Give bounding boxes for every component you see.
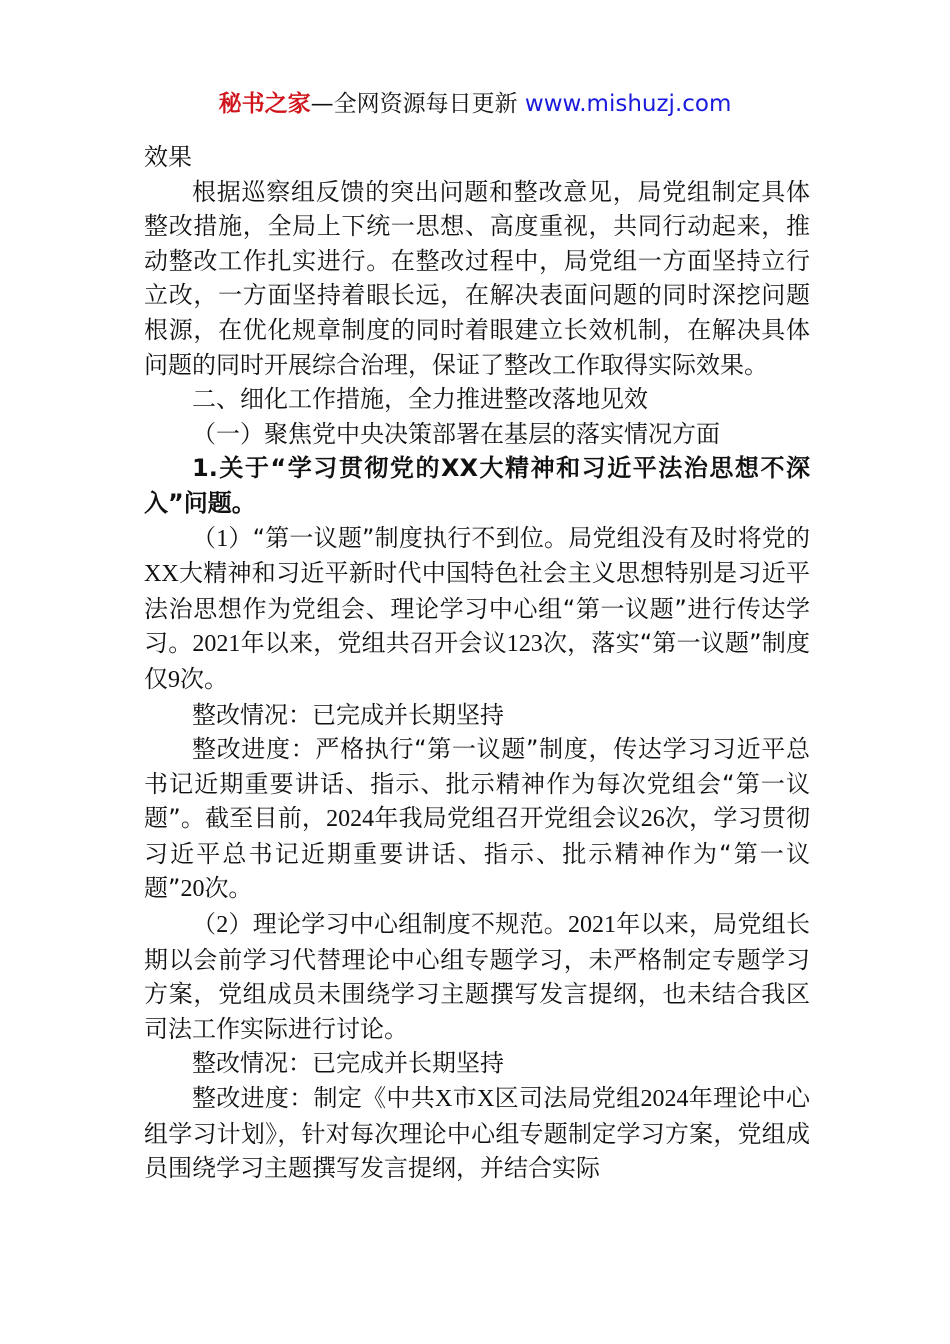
latin-run: 20 [180,876,205,903]
page-header [0,88,950,120]
latin-run: 123 [506,631,543,658]
subsection-heading: （一）聚焦党中央决策部署在基层的落实情况方面 [192,419,720,448]
header-tagline: —全网资源每日更新 [310,91,525,117]
issue-heading: 1.关于“学习贯彻党的XX大精神和习近平法治思想不深入”问题。 [144,454,810,517]
latin-run: 2024 [640,1086,689,1113]
latin-run: 9 [168,666,180,693]
latin-run: XX [144,561,179,588]
latin-run: 1 [216,525,229,552]
header-brand: 秘书之家 [218,91,311,117]
paragraph-summary: 根据巡察组反馈的突出问题和整改意见，局党组制定具体整改措施，全局上下统一思想、高度重视，共同行动起来，推动整改工作扎实进行。在整改过程中，局党组一方面坚持立行立改，一方面坚持着眼长远，在解决表面问题的同时深挖问题根源，在优化规章制度的同时着眼建立长效机制，在解决具体问题的同时开展综合治理，保证了整改工作取得实际效果。 [144,177,810,379]
rectification-status-2: 整改情况：已完成并长期坚持 [192,1049,504,1078]
latin-run: 2021 [192,631,241,658]
issue-item-1: （1）“第一议题”制度执行不到位。局党组没有及时将党的XX大精神和习近平新时代中国特色社会主义思想特别是习近平法治思想作为党组会、理论学习中心组“第一议题”进行传达学习。2021年以来，党组共召开会议123次，落实“第一议题”制度仅9次。 [144,523,811,693]
section-heading: 二、细化工作措施，全力推进整改落地见效 [192,385,648,414]
header-url-link[interactable]: www.mishuzj.com [524,91,732,117]
issue-item-2: （2）理论学习中心组制度不规范。2021年以来，局党组长期以会前学习代替理论中心组专题学习，未严格制定专题学习方案，党组成员未围绕学习主题撰写发言提纲，也未结合我区司法工作实际进行讨论。 [144,910,810,1043]
latin-run: 2021 [568,912,616,939]
latin-run: 2 [216,912,229,939]
latin-run: X [477,1086,495,1113]
document-body [144,140,810,1186]
latin-run: 2024 [326,806,375,833]
latin-run: X [435,1086,453,1113]
latin-run: 26 [640,806,665,833]
rectification-status-1: 整改情况：已完成并长期坚持 [192,700,504,729]
paragraph-continuation: 效果 [144,143,192,171]
rectification-progress-2: 整改进度：制定《中共X市X区司法局党组2024年理论中心组学习计划》，针对每次理论中心组专题制定学习方案，党组成员围绕学习主题撰写发言提纲，并结合实际 [144,1084,811,1183]
rectification-progress-1: 整改进度：严格执行“第一议题”制度，传达学习习近平总书记近期重要讲话、指示、批示精神作为每次党组会“第一议题”。截至目前，2024年我局党组召开党组会议26次，学习贯彻习近平总书记近期重要讲话、指示、批示精神作为“第一议题”20次。 [144,735,811,903]
